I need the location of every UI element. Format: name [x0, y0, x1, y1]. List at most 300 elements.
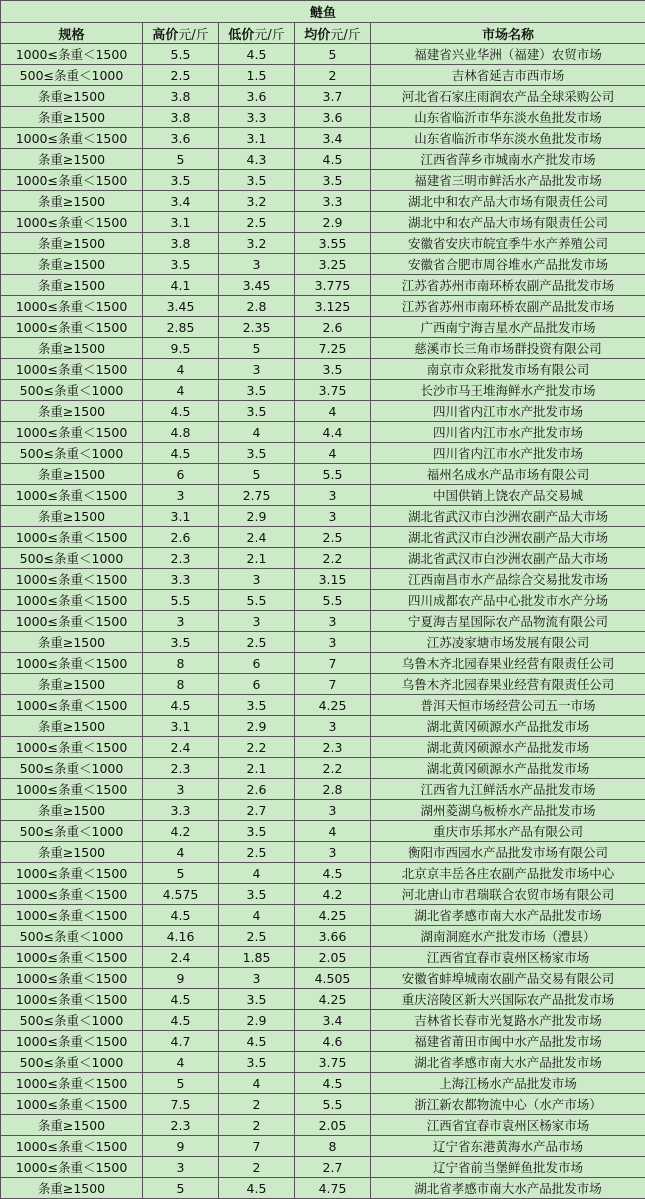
- cell-market: 乌鲁木齐北园春果业经营有限责任公司: [371, 653, 645, 674]
- cell-low: 4.5: [219, 44, 295, 65]
- table-row: [1, 737, 645, 758]
- cell-high: 3.1: [143, 212, 219, 233]
- cell-market: 河北省石家庄雨润农产品全球采购公司: [371, 86, 645, 107]
- cell-low: 1.85: [219, 947, 295, 968]
- cell-market: 江苏省苏州市南环桥农副产品批发市场: [371, 296, 645, 317]
- cell-spec: 1000≤条重＜1500: [1, 128, 143, 149]
- cell-high: 2.4: [143, 737, 219, 758]
- cell-avg: 3.4: [295, 128, 371, 149]
- cell-market: 湖北省孝感市南大水产品批发市场: [371, 905, 645, 926]
- cell-high: 2.5: [143, 65, 219, 86]
- cell-spec: 1000≤条重＜1500: [1, 779, 143, 800]
- cell-market: 湖北省孝感市南大水产品批发市场: [371, 1178, 645, 1199]
- cell-market: 南京市众彩批发市场有限公司: [371, 359, 645, 380]
- cell-high: 3: [143, 611, 219, 632]
- cell-avg: 2.7: [295, 1157, 371, 1178]
- cell-avg: 3: [295, 611, 371, 632]
- cell-high: 3.3: [143, 569, 219, 590]
- cell-high: 5: [143, 1178, 219, 1199]
- cell-high: 4.575: [143, 884, 219, 905]
- cell-high: 3.5: [143, 632, 219, 653]
- table-row: [1, 485, 645, 506]
- cell-low: 2: [219, 1157, 295, 1178]
- cell-spec: 条重≥1500: [1, 1178, 143, 1199]
- cell-low: 2.5: [219, 842, 295, 863]
- cell-high: 5.5: [143, 590, 219, 611]
- table-row: [1, 548, 645, 569]
- table-row: [1, 884, 645, 905]
- cell-high: 3.3: [143, 800, 219, 821]
- cell-avg: 5.5: [295, 464, 371, 485]
- cell-low: 2.8: [219, 296, 295, 317]
- cell-high: 3.8: [143, 107, 219, 128]
- table-row: [1, 44, 645, 65]
- cell-high: 9: [143, 968, 219, 989]
- cell-low: 3.2: [219, 233, 295, 254]
- cell-low: 3.45: [219, 275, 295, 296]
- cell-spec: 500≤条重＜1000: [1, 821, 143, 842]
- cell-low: 3.6: [219, 86, 295, 107]
- cell-market: 山东省临沂市华东淡水鱼批发市场: [371, 107, 645, 128]
- table-row: [1, 695, 645, 716]
- cell-spec: 1000≤条重＜1500: [1, 989, 143, 1010]
- table-row: [1, 191, 645, 212]
- cell-market: 浙江新农都物流中心（水产市场）: [371, 1094, 645, 1115]
- header-avg: [295, 23, 371, 44]
- cell-high: 4: [143, 1052, 219, 1073]
- cell-spec: 1000≤条重＜1500: [1, 653, 143, 674]
- cell-spec: 1000≤条重＜1500: [1, 485, 143, 506]
- cell-avg: 3.775: [295, 275, 371, 296]
- cell-spec: 1000≤条重＜1500: [1, 1073, 143, 1094]
- table-row: [1, 86, 645, 107]
- cell-low: 2.1: [219, 548, 295, 569]
- cell-high: 3: [143, 779, 219, 800]
- cell-market: 湖北黄冈硕源水产品批发市场: [371, 737, 645, 758]
- cell-high: 8: [143, 653, 219, 674]
- cell-low: 3.5: [219, 170, 295, 191]
- cell-market: 衡阳市西园水产品批发市场有限公司: [371, 842, 645, 863]
- cell-spec: 500≤条重＜1000: [1, 758, 143, 779]
- cell-low: 2.9: [219, 506, 295, 527]
- cell-spec: 1000≤条重＜1500: [1, 359, 143, 380]
- header-low-unit: 元/斤: [254, 28, 284, 43]
- cell-low: 2.2: [219, 737, 295, 758]
- table-row: [1, 401, 645, 422]
- header-high: [143, 23, 219, 44]
- cell-avg: 2.05: [295, 1115, 371, 1136]
- cell-spec: 1000≤条重＜1500: [1, 863, 143, 884]
- cell-high: 4.5: [143, 989, 219, 1010]
- cell-avg: 4.4: [295, 422, 371, 443]
- cell-spec: 500≤条重＜1000: [1, 380, 143, 401]
- cell-spec: 条重≥1500: [1, 86, 143, 107]
- table-row: [1, 149, 645, 170]
- header-row: [1, 23, 645, 44]
- table-row: [1, 611, 645, 632]
- cell-avg: 3.5: [295, 170, 371, 191]
- cell-low: 6: [219, 653, 295, 674]
- cell-spec: 500≤条重＜1000: [1, 1010, 143, 1031]
- cell-avg: 4.2: [295, 884, 371, 905]
- cell-low: 3.5: [219, 443, 295, 464]
- table-row: [1, 989, 645, 1010]
- cell-avg: 4: [295, 443, 371, 464]
- table-row: [1, 275, 645, 296]
- cell-low: 4.5: [219, 1178, 295, 1199]
- table-row: [1, 296, 645, 317]
- cell-avg: 7.25: [295, 338, 371, 359]
- cell-spec: 条重≥1500: [1, 464, 143, 485]
- table-row: [1, 842, 645, 863]
- cell-low: 4: [219, 905, 295, 926]
- title-row: [1, 1, 645, 23]
- table-row: [1, 800, 645, 821]
- cell-spec: 条重≥1500: [1, 149, 143, 170]
- header-high-label: 高价: [152, 28, 178, 43]
- cell-avg: 3: [295, 506, 371, 527]
- cell-market: 重庆涪陵区新大兴国际农产品批发市场: [371, 989, 645, 1010]
- cell-market: 中国供销上饶农产品交易城: [371, 485, 645, 506]
- header-low-label: 低价: [228, 28, 254, 43]
- cell-low: 5.5: [219, 590, 295, 611]
- cell-market: 广西南宁海吉星水产品批发市场: [371, 317, 645, 338]
- cell-avg: 3.4: [295, 1010, 371, 1031]
- cell-avg: 2.6: [295, 317, 371, 338]
- table-row: [1, 905, 645, 926]
- cell-low: 2.5: [219, 212, 295, 233]
- cell-market: 湖北中和农产品大市场有限责任公司: [371, 212, 645, 233]
- cell-avg: 3.5: [295, 359, 371, 380]
- cell-market: 四川成都农产品中心批发市水产分场: [371, 590, 645, 611]
- cell-market: 安徽省安庆市皖宜季牛水产养殖公司: [371, 233, 645, 254]
- cell-spec: 条重≥1500: [1, 842, 143, 863]
- cell-market: 长沙市马王堆海鲜水产批发市场: [371, 380, 645, 401]
- cell-avg: 4.5: [295, 1073, 371, 1094]
- cell-market: 江西南昌市水产品综合交易批发市场: [371, 569, 645, 590]
- cell-low: 2: [219, 1094, 295, 1115]
- cell-high: 4.5: [143, 443, 219, 464]
- table-row: [1, 1115, 645, 1136]
- cell-low: 6: [219, 674, 295, 695]
- cell-market: 福建省兴业华洲（福建）农贸市场: [371, 44, 645, 65]
- cell-avg: 2.2: [295, 548, 371, 569]
- cell-low: 5: [219, 464, 295, 485]
- table-row: [1, 212, 645, 233]
- cell-high: 9.5: [143, 338, 219, 359]
- cell-avg: 2.05: [295, 947, 371, 968]
- cell-spec: 条重≥1500: [1, 107, 143, 128]
- table-row: [1, 1094, 645, 1115]
- cell-high: 2.3: [143, 548, 219, 569]
- table-row: [1, 464, 645, 485]
- table-row: [1, 926, 645, 947]
- cell-high: 4.5: [143, 905, 219, 926]
- cell-high: 3.6: [143, 128, 219, 149]
- cell-spec: 1000≤条重＜1500: [1, 968, 143, 989]
- cell-high: 4: [143, 842, 219, 863]
- cell-high: 4.7: [143, 1031, 219, 1052]
- cell-high: 4.16: [143, 926, 219, 947]
- cell-low: 3.5: [219, 989, 295, 1010]
- cell-low: 3.3: [219, 107, 295, 128]
- cell-spec: 条重≥1500: [1, 233, 143, 254]
- table-row: [1, 422, 645, 443]
- cell-market: 湖北省孝感市南大水产品批发市场: [371, 1052, 645, 1073]
- cell-low: 2.75: [219, 485, 295, 506]
- cell-low: 2.35: [219, 317, 295, 338]
- cell-spec: 1000≤条重＜1500: [1, 695, 143, 716]
- cell-market: 安徽省合肥市周谷堆水产品批发市场: [371, 254, 645, 275]
- cell-avg: 3: [295, 800, 371, 821]
- cell-avg: 7: [295, 653, 371, 674]
- cell-low: 3.5: [219, 380, 295, 401]
- cell-market: 湖北省武汉市白沙洲农副产品大市场: [371, 527, 645, 548]
- table-body: [1, 44, 645, 1199]
- cell-market: 湖北黄冈硕源水产品批发市场: [371, 716, 645, 737]
- cell-avg: 5: [295, 44, 371, 65]
- cell-market: 乌鲁木齐北园春果业经营有限责任公司: [371, 674, 645, 695]
- cell-avg: 3.3: [295, 191, 371, 212]
- cell-high: 4.2: [143, 821, 219, 842]
- cell-low: 4: [219, 863, 295, 884]
- cell-spec: 条重≥1500: [1, 800, 143, 821]
- cell-high: 4.8: [143, 422, 219, 443]
- cell-spec: 1000≤条重＜1500: [1, 611, 143, 632]
- cell-high: 3: [143, 485, 219, 506]
- cell-avg: 3.75: [295, 1052, 371, 1073]
- cell-market: 辽宁省前当堡鲜鱼批发市场: [371, 1157, 645, 1178]
- cell-avg: 2: [295, 65, 371, 86]
- cell-market: 吉林省长春市光复路水产批发市场: [371, 1010, 645, 1031]
- cell-low: 3: [219, 254, 295, 275]
- cell-low: 4.5: [219, 1031, 295, 1052]
- cell-market: 宁夏海吉星国际农产品物流有限公司: [371, 611, 645, 632]
- cell-market: 辽宁省东港黄海水产品市场: [371, 1136, 645, 1157]
- cell-market: 福建省三明市鲜活水产品批发市场: [371, 170, 645, 191]
- cell-high: 3.5: [143, 170, 219, 191]
- cell-avg: 5.5: [295, 590, 371, 611]
- cell-low: 2.1: [219, 758, 295, 779]
- cell-spec: 500≤条重＜1000: [1, 926, 143, 947]
- cell-avg: 4.6: [295, 1031, 371, 1052]
- cell-market: 四川省内江市水产批发市场: [371, 422, 645, 443]
- cell-spec: 1000≤条重＜1500: [1, 1031, 143, 1052]
- cell-low: 3.5: [219, 1052, 295, 1073]
- cell-low: 3: [219, 359, 295, 380]
- cell-low: 4: [219, 1073, 295, 1094]
- cell-avg: 4.75: [295, 1178, 371, 1199]
- cell-high: 3.8: [143, 233, 219, 254]
- cell-market: 湖州菱湖乌板桥水产品批发市场: [371, 800, 645, 821]
- cell-spec: 1000≤条重＜1500: [1, 44, 143, 65]
- cell-high: 3.8: [143, 86, 219, 107]
- table-row: [1, 65, 645, 86]
- cell-avg: 3: [295, 632, 371, 653]
- cell-spec: 1000≤条重＜1500: [1, 905, 143, 926]
- cell-market: 四川省内江市水产批发市场: [371, 401, 645, 422]
- cell-avg: 3.7: [295, 86, 371, 107]
- cell-spec: 条重≥1500: [1, 254, 143, 275]
- cell-market: 慈溪市长三角市场群投资有限公司: [371, 338, 645, 359]
- cell-low: 3.5: [219, 695, 295, 716]
- cell-high: 5: [143, 863, 219, 884]
- cell-high: 5.5: [143, 44, 219, 65]
- cell-spec: 条重≥1500: [1, 716, 143, 737]
- cell-high: 5: [143, 149, 219, 170]
- cell-avg: 3.55: [295, 233, 371, 254]
- cell-market: 四川省内江市水产批发市场: [371, 443, 645, 464]
- cell-spec: 条重≥1500: [1, 191, 143, 212]
- cell-high: 2.85: [143, 317, 219, 338]
- table-row: [1, 674, 645, 695]
- cell-spec: 1000≤条重＜1500: [1, 884, 143, 905]
- table-row: [1, 359, 645, 380]
- table-row: [1, 1052, 645, 1073]
- header-high-unit: 元/斤: [178, 28, 208, 43]
- cell-market: 湖南洞庭水产批发市场（澧县）: [371, 926, 645, 947]
- table-row: [1, 569, 645, 590]
- cell-market: 山东省临沂市华东淡水鱼批发市场: [371, 128, 645, 149]
- cell-market: 湖北黄冈硕源水产品批发市场: [371, 758, 645, 779]
- cell-avg: 5.5: [295, 1094, 371, 1115]
- cell-high: 4: [143, 359, 219, 380]
- table-row: [1, 338, 645, 359]
- cell-high: 2.3: [143, 1115, 219, 1136]
- cell-spec: 1000≤条重＜1500: [1, 737, 143, 758]
- cell-avg: 2.9: [295, 212, 371, 233]
- cell-avg: 3.6: [295, 107, 371, 128]
- cell-low: 7: [219, 1136, 295, 1157]
- header-spec: 规格: [1, 23, 143, 44]
- cell-high: 3.1: [143, 506, 219, 527]
- cell-market: 北京京丰岳各庄农副产品批发市场中心: [371, 863, 645, 884]
- cell-spec: 条重≥1500: [1, 506, 143, 527]
- cell-spec: 条重≥1500: [1, 1115, 143, 1136]
- table-row: [1, 716, 645, 737]
- cell-high: 7.5: [143, 1094, 219, 1115]
- cell-high: 4: [143, 380, 219, 401]
- cell-low: 3.5: [219, 401, 295, 422]
- cell-spec: 1000≤条重＜1500: [1, 527, 143, 548]
- cell-market: 湖北省武汉市白沙洲农副产品大市场: [371, 548, 645, 569]
- table-row: [1, 380, 645, 401]
- cell-spec: 1000≤条重＜1500: [1, 569, 143, 590]
- cell-high: 5: [143, 1073, 219, 1094]
- cell-spec: 1000≤条重＜1500: [1, 947, 143, 968]
- cell-spec: 500≤条重＜1000: [1, 65, 143, 86]
- cell-market: 江苏凌家塘市场发展有限公司: [371, 632, 645, 653]
- cell-high: 3.45: [143, 296, 219, 317]
- cell-spec: 条重≥1500: [1, 275, 143, 296]
- table-row: [1, 1178, 645, 1199]
- cell-high: 3: [143, 1157, 219, 1178]
- cell-avg: 8: [295, 1136, 371, 1157]
- cell-market: 江苏省苏州市南环桥农副产品批发市场: [371, 275, 645, 296]
- cell-spec: 1000≤条重＜1500: [1, 212, 143, 233]
- cell-low: 2.5: [219, 632, 295, 653]
- cell-market: 上海江杨水产品批发市场: [371, 1073, 645, 1094]
- cell-avg: 2.2: [295, 758, 371, 779]
- table-row: [1, 254, 645, 275]
- cell-market: 江西省九江鲜活水产品批发市场: [371, 779, 645, 800]
- cell-market: 江西省宜春市袁州区杨家市场: [371, 947, 645, 968]
- cell-low: 3: [219, 611, 295, 632]
- header-market: 市场名称: [371, 23, 645, 44]
- cell-low: 1.5: [219, 65, 295, 86]
- table-row: [1, 1136, 645, 1157]
- cell-avg: 2.5: [295, 527, 371, 548]
- cell-spec: 1000≤条重＜1500: [1, 170, 143, 191]
- cell-low: 2.4: [219, 527, 295, 548]
- cell-low: 3: [219, 569, 295, 590]
- cell-avg: 3: [295, 716, 371, 737]
- cell-high: 2.6: [143, 527, 219, 548]
- table-row: [1, 779, 645, 800]
- cell-avg: 3.66: [295, 926, 371, 947]
- cell-high: 4.5: [143, 695, 219, 716]
- cell-spec: 条重≥1500: [1, 401, 143, 422]
- table-row: [1, 863, 645, 884]
- table-row: [1, 170, 645, 191]
- cell-avg: 4.25: [295, 695, 371, 716]
- table-row: [1, 1073, 645, 1094]
- cell-spec: 500≤条重＜1000: [1, 548, 143, 569]
- table-row: [1, 128, 645, 149]
- cell-avg: 4: [295, 821, 371, 842]
- table-row: [1, 632, 645, 653]
- cell-spec: 1000≤条重＜1500: [1, 296, 143, 317]
- cell-spec: 1000≤条重＜1500: [1, 1157, 143, 1178]
- cell-avg: 3.125: [295, 296, 371, 317]
- cell-avg: 3.75: [295, 380, 371, 401]
- cell-market: 湖北中和农产品大市场有限责任公司: [371, 191, 645, 212]
- cell-low: 3.1: [219, 128, 295, 149]
- cell-market: 普洱天恒市场经营公司五一市场: [371, 695, 645, 716]
- cell-low: 2.5: [219, 926, 295, 947]
- cell-high: 2.4: [143, 947, 219, 968]
- cell-low: 3: [219, 968, 295, 989]
- header-avg-label: 均价: [304, 28, 330, 43]
- cell-low: 2.9: [219, 716, 295, 737]
- cell-avg: 4.505: [295, 968, 371, 989]
- cell-spec: 条重≥1500: [1, 632, 143, 653]
- cell-low: 2.6: [219, 779, 295, 800]
- table-row: [1, 821, 645, 842]
- cell-spec: 500≤条重＜1000: [1, 443, 143, 464]
- cell-spec: 500≤条重＜1000: [1, 1052, 143, 1073]
- cell-low: 2.9: [219, 1010, 295, 1031]
- cell-spec: 1000≤条重＜1500: [1, 1094, 143, 1115]
- cell-market: 江西省宜春市袁州区杨家市场: [371, 1115, 645, 1136]
- cell-high: 4.1: [143, 275, 219, 296]
- cell-low: 3.5: [219, 821, 295, 842]
- cell-high: 3.4: [143, 191, 219, 212]
- cell-avg: 4.25: [295, 989, 371, 1010]
- cell-avg: 3.25: [295, 254, 371, 275]
- cell-low: 2.7: [219, 800, 295, 821]
- table-row: [1, 443, 645, 464]
- table-row: [1, 506, 645, 527]
- cell-avg: 2.8: [295, 779, 371, 800]
- cell-spec: 1000≤条重＜1500: [1, 1136, 143, 1157]
- table-row: [1, 1157, 645, 1178]
- cell-high: 3.1: [143, 716, 219, 737]
- cell-avg: 3.15: [295, 569, 371, 590]
- cell-avg: 4: [295, 401, 371, 422]
- cell-avg: 4.25: [295, 905, 371, 926]
- cell-spec: 1000≤条重＜1500: [1, 317, 143, 338]
